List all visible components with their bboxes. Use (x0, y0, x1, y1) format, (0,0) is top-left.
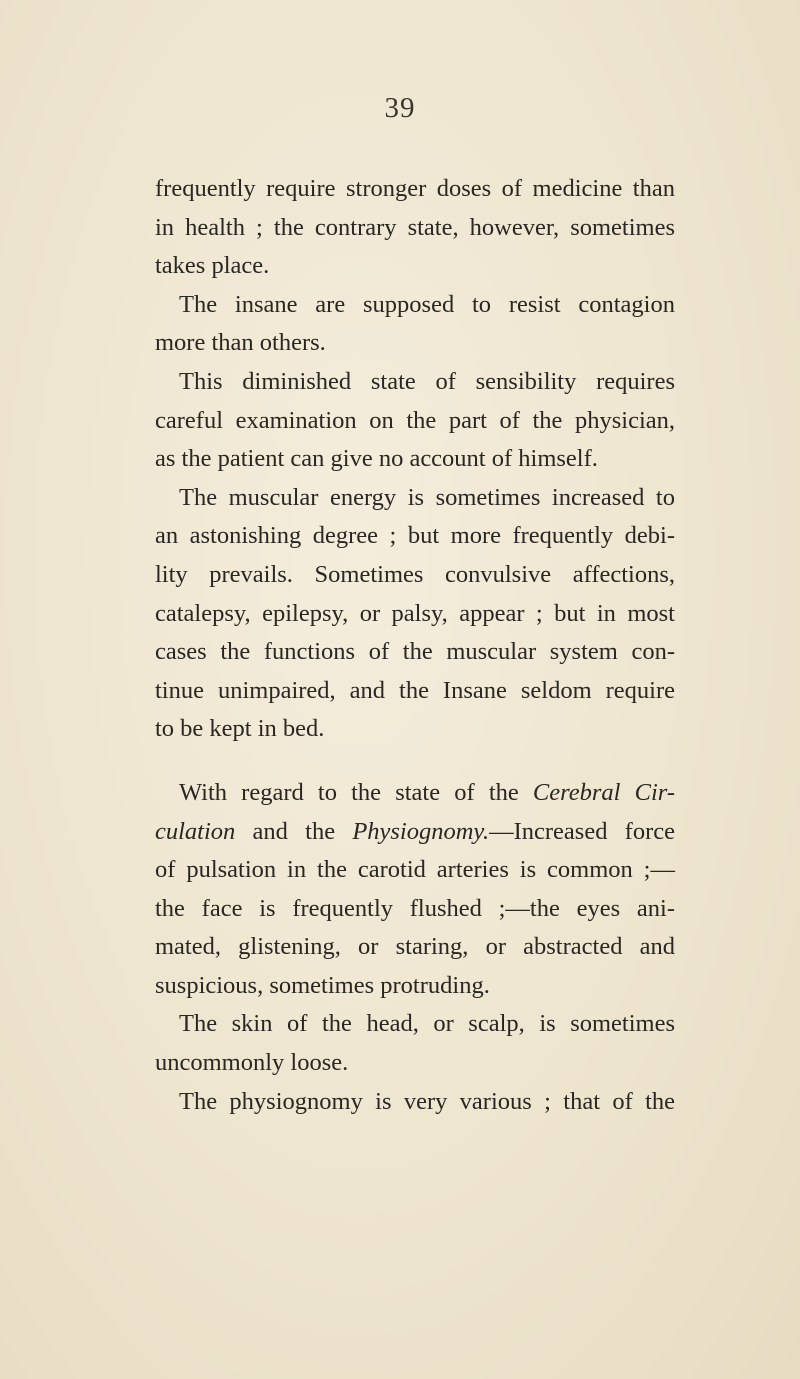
text-span: —Increased force (489, 817, 675, 845)
text-line: more than others. (155, 329, 326, 357)
text-line: uncommonly loose. (155, 1049, 349, 1077)
text-line: The muscular energy is sometimes increased to (179, 483, 675, 511)
italic-term: Physiognomy. (352, 817, 490, 845)
text-line: tinue unimpaired, and the Insane seldom require (155, 676, 675, 704)
text-line: the face is frequently flushed ;—the eyes ani- (155, 894, 675, 922)
text-line: mated, glistening, or staring, or abstracted and (155, 933, 675, 961)
text-line: in health ; the contrary state, however, sometimes (155, 213, 675, 241)
text-span: With regard to the state of the (179, 778, 519, 806)
text-line: of pulsation in the carotid arteries is common ;— (155, 856, 675, 884)
text-line: to be kept in bed. (155, 715, 325, 743)
text-line: lity prevails. Sometimes convulsive affections, (155, 560, 675, 588)
text-line (155, 774, 675, 813)
page-number: 39 (384, 92, 416, 124)
text-line: frequently require stronger doses of medicine than (155, 175, 675, 202)
italic-term: Cerebral Cir- (532, 778, 675, 806)
italic-term: culation (155, 817, 236, 845)
text-line: catalepsy, epilepsy, or palsy, appear ; but in most (155, 599, 675, 627)
text-line: an astonishing degree ; but more frequently debi- (155, 522, 675, 550)
text-line (155, 813, 675, 852)
text-span: and the (235, 817, 353, 845)
text-line: as the patient can give no account of himself. (155, 445, 598, 473)
text-line: The physiognomy is very various ; that of the (179, 1087, 675, 1115)
text-line: takes place. (155, 252, 270, 280)
text-line: The insane are supposed to resist contagion (179, 290, 675, 318)
text-line: suspicious, sometimes protruding. (155, 971, 490, 999)
text-line: cases the functions of the muscular system con- (155, 638, 675, 666)
text-line: careful examination on the part of the physician, (155, 406, 675, 434)
text-line: This diminished state of sensibility requires (179, 367, 675, 395)
paragraph-gap (155, 749, 675, 774)
text-line: The skin of the head, or scalp, is sometimes (179, 1010, 675, 1038)
body-text (155, 170, 675, 1121)
